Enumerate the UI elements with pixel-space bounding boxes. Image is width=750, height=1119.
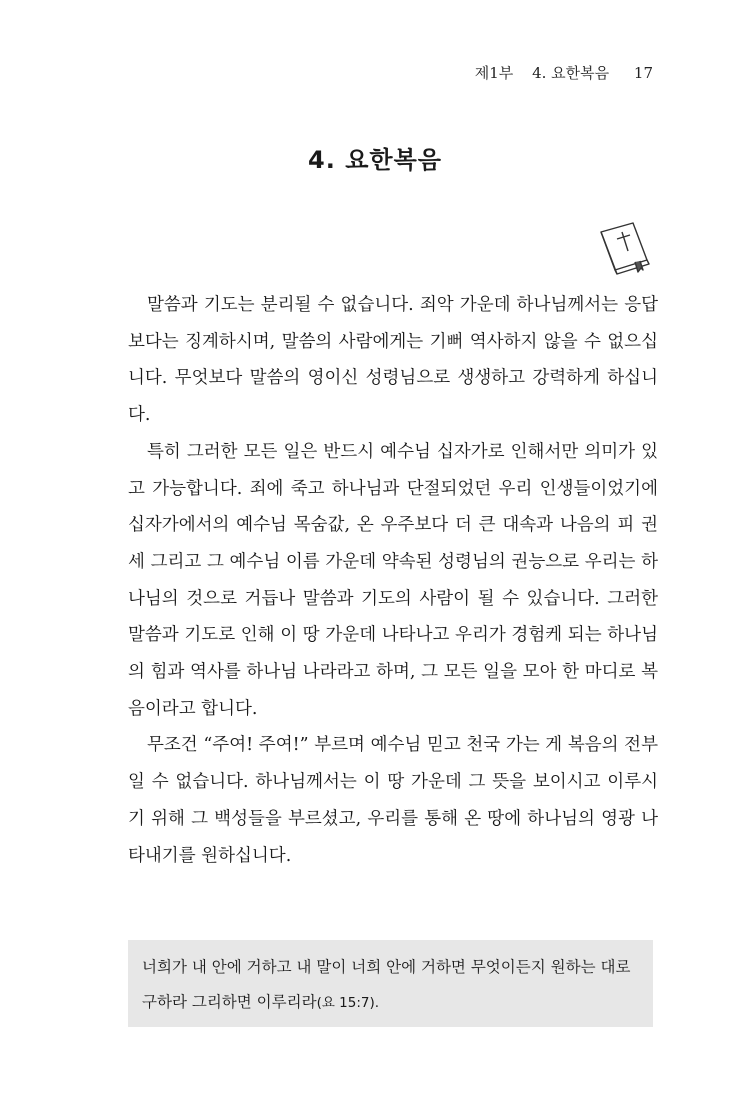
body-text xyxy=(128,287,658,874)
part-label: 제1부 xyxy=(474,64,514,82)
paragraph-2: 특히 그러한 모든 일은 반드시 예수님 십자가로 인해서만 의미가 있고 가능합니다. 죄에 죽고 하나님과 단절되었던 우리 인생들이었기에 십자가에서의 예수님 목숨값, 온 우주보다 더 큰 대속과 나음의 피 권세 그리고 그 예수님 이름 가운데 약속된 성령님의 권능으로 우리는 하나님의 것으로 거듭나 말씀과 기도의 사람이 될 수 있습니다. 그러한 말씀과 기도로 인해 이 땅 가운데 나타나고 우리가 경험케 되는 하나님의 힘과 역사를 하나님 나라라고 하며, 그 모든 일을 모아 한 마디로 복음이라고 합니다. xyxy=(128,441,658,719)
running-header xyxy=(475,62,653,83)
paragraph-3: 무조건 “주여! 주여!” 부르며 예수님 믿고 천국 가는 게 복음의 전부일 수 없습니다. 하나님께서는 이 땅 가운데 그 뜻을 보이시고 이루시기 위해 그 백성들을 부르셨고, 우리를 통해 온 땅에 하나님의 영광 나타내기를 원하십니다. xyxy=(128,735,658,866)
quote-text: 너희가 내 안에 거하고 내 말이 너희 안에 거하면 무엇이든지 원하는 대로 구하라 그리하면 이루리라 xyxy=(142,958,631,1011)
quote-reference: (요 15:7). xyxy=(316,995,380,1011)
scripture-quote-box xyxy=(128,940,653,1027)
chapter-title: 4. 요한복음 xyxy=(308,146,442,174)
page-number: 17 xyxy=(633,64,653,82)
paragraph-1: 말씀과 기도는 분리될 수 없습니다. 죄악 가운데 하나님께서는 응답보다는 징계하시며, 말씀의 사람에게는 기뻐 역사하지 않을 수 없으십니다. 무엇보다 말씀의 영이신 성령님으로 생생하고 강력하게 하십니다. xyxy=(128,295,658,426)
chapter-label: 4. 요한복음 xyxy=(532,64,610,82)
bible-icon xyxy=(595,218,653,276)
